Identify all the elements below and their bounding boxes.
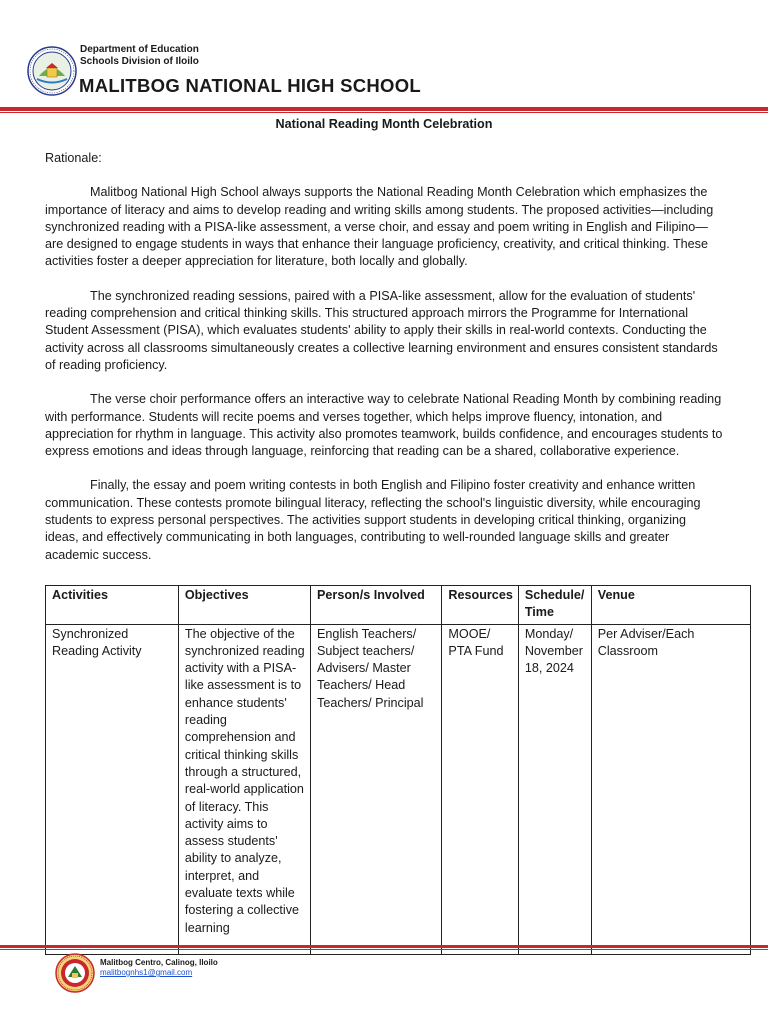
paragraph: Finally, the essay and poem writing contests in both English and Filipino foster creativity and enhance written communication. These contests promote bilingual literacy, reflecting the school's linguistic diversity, while encouraging students to express personal perspectives. The activities support students in developing critical thinking, organizing ideas, and effectively communicating in both languages, contributing to well-rounded language skills and greater academic success. — [45, 478, 701, 562]
footer-rule — [0, 945, 768, 948]
letterhead — [0, 0, 768, 112]
header-activities: Activities — [46, 586, 179, 625]
cell-schedule: Monday/ November 18, 2024 — [518, 624, 591, 954]
cell-venue: Per Adviser/Each Classroom — [591, 624, 750, 954]
footer-address: Malitbog Centro, Calinog, Iloilo — [100, 958, 218, 967]
header-resources: Resources — [442, 586, 518, 625]
school-name: MALITBOG NATIONAL HIGH SCHOOL — [79, 75, 422, 96]
cell-objective: The objective of the synchronized reading activity with a PISA-like assessment is to enhance students' reading comprehension and critical thinking skills through a structured, real-world application of literacy. This activity aims to assess students' ability to analyze, interpret, and evaluate texts while fostering a collective learning — [178, 624, 310, 954]
cell-activity: Synchronized Reading Activity — [46, 624, 179, 954]
cell-resources: MOOE/ PTA Fund — [442, 624, 518, 954]
document-body — [45, 112, 723, 564]
paragraph: The verse choir performance offers an interactive way to celebrate National Reading Month by combining reading with performance. Students will recite poems and verses together, which helps improve fluency, intonation, and appreciation for rhythm in language. This activity also promotes teamwork, builds confidence, and encourages students to express emotions and ideas through language, reinforcing that reading can be a shared, collaborative experience. — [45, 392, 723, 459]
deped-seal-icon — [27, 46, 77, 96]
cell-persons: English Teachers/ Subject teachers/ Advisers/ Master Teachers/ Head Teachers/ Principal — [311, 624, 442, 954]
table-row — [46, 624, 751, 954]
header-schedule: Schedule/ Time — [518, 586, 591, 625]
school-seal-icon — [55, 953, 95, 993]
footer-rule-thin — [0, 949, 768, 950]
rationale-label: Rationale: — [45, 151, 102, 165]
footer-email-link[interactable]: malitbognhs1@gmail.com — [100, 968, 193, 977]
table-header-row — [46, 586, 751, 625]
header-objectives: Objectives — [178, 586, 310, 625]
header-rule — [0, 107, 768, 111]
header-venue: Venue — [591, 586, 750, 625]
paragraph: The synchronized reading sessions, paired with a PISA-like assessment, allow for the evaluation of students' reading comprehension and critical thinking skills. This structured approach mirrors the Programme for International Student Assessment (PISA), which evaluates students' ability to apply their skills in real-world contexts. Conducting the activity across all classrooms simultaneously creates a collective learning environment and ensures consistent standards of reading proficiency. — [45, 288, 718, 372]
document-title: National Reading Month Celebration — [275, 117, 493, 131]
department-name: Department of Education — [80, 44, 199, 55]
division-name: Schools Division of Iloilo — [80, 56, 199, 67]
header-persons: Person/s Involved — [311, 586, 442, 625]
paragraph: Malitbog National High School always supports the National Reading Month Celebration which emphasizes the importance of literacy and aims to develop reading and writing skills among students. The proposed activities—including synchronized reading with a PISA-like assessment, a verse choir, and essay and poem writing in English and Filipino—are designed to engage students in ways that enhance their language proficiency, creativity, and critical thinking. These activities foster a deeper appreciation for literature, both locally and globally. — [45, 185, 714, 269]
activity-table — [45, 585, 751, 955]
